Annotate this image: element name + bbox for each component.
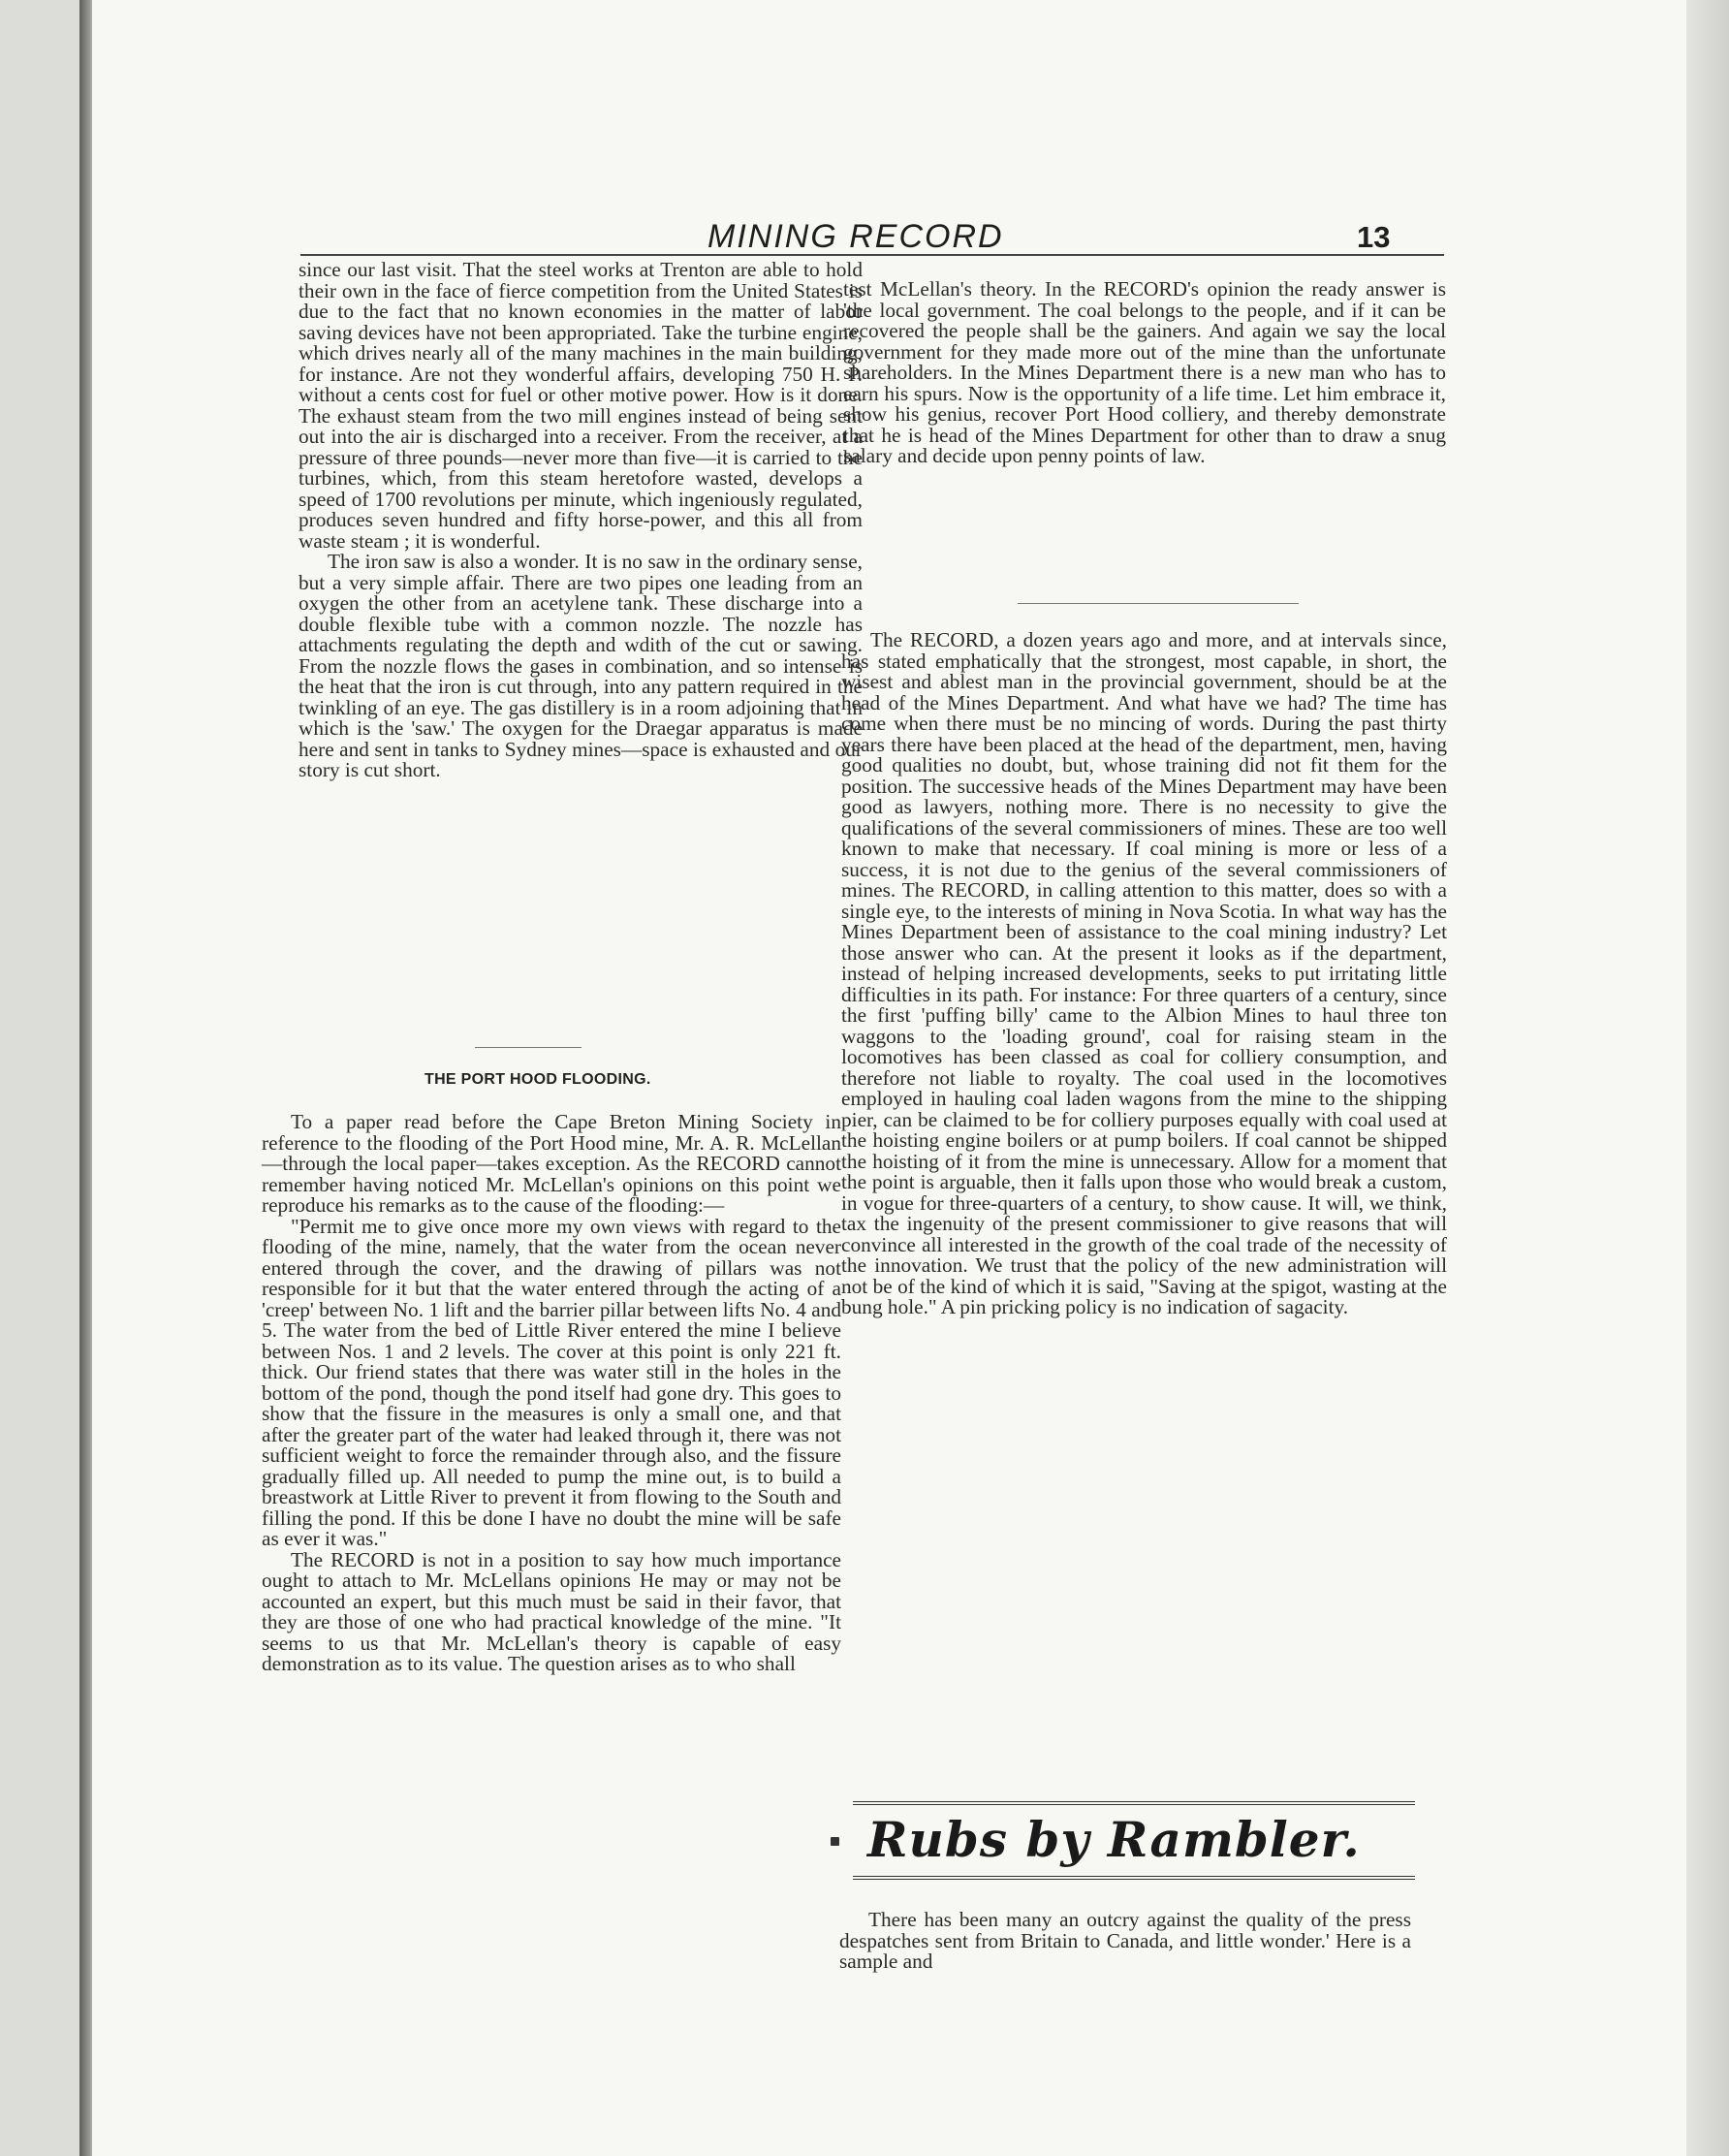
paragraph-iron-saw: The iron saw is also a wonder. It is no saw in the ordinary sense, but a very simple affair. There are two pipes one leading from an oxygen the other from an acetylene tank. These discharge into a double flexible tube with a common nozzle. The nozzle has attachments regulating the depth and wdith of the cut or sawing. From the nozzle flows the gases in combination, and so intense is the heat that the iron is cut through, into any pattern required in the twinkling of an eye. The gas distillery is in a room adjoining that in which is the 'saw.' The oxygen for the Draegar apparatus is made here and sent in tanks to Sydney mines—space is exhausted and our story is cut short.	[299, 550, 863, 781]
rubs-top-rule	[853, 1801, 1415, 1805]
page-number: 13	[1357, 220, 1391, 254]
paragraph-port-hood-intro: To a paper read before the Cape Breton Mining Society in reference to the flooding of the Port Hood mine, Mr. A. R. McLellan—through the local paper—takes exception. As the RECORD cannot remember having noticed Mr. McLellan's opinions on this point we reproduce his remarks as to the cause of the flooding:—	[262, 1110, 841, 1217]
column-2-mines-department	[841, 630, 1447, 1318]
paragraph-steel-works: since our last visit. That the steel works at Trenton are able to hold their own in the face of fierce competition from the United States is due to the fact that no known economies in the matter of labor saving devices have not been appropriated. Take the turbine engine, which drives nearly all of the many machines in the main building, for instance. Are not they wonderful affairs, developing 750 H. P. without a cents cost for fuel or other motive power. How is it done. The exhaust steam from the two mill engines instead of being sent out into the air is discharged into a receiver. From the receiver, at a pressure of three pounds—never more than five—it is carried to the turbines, which, from this steam heretofore wasted, develops a speed of 1700 revolutions per minute, which ingeniously regulated, produces seven hundred and fifty horse-power, and this all from waste steam ; it is wonderful.	[299, 258, 863, 553]
header-rule	[300, 254, 1444, 256]
column-2-test-theory	[843, 279, 1446, 467]
paragraph-mines-department: The RECORD, a dozen years ago and more, and at intervals since, has stated emphatically that the strongest, most capable, in short, the wisest and ablest man in the provincial government, should be at the head of the Mines Department. And what have we had? The time has come when there must be no mincing of words. During the past thirty years there have been placed at the head of the department, men, having good qualities no doubt, but, whose training did not fit them for the position. The successive heads of the Mines Department may have been good as lawyers, nothing more. There is no necessity to give the qualifications of the several commissioners of mines. These are too well known to make that necessary. If coal mining is more or less of a success, it is not due to the genius of the several commissioners of mines. The RECORD, in calling attention to this matter, does so with a single eye, to the interests of mining in Nova Scotia. In what way has the Mines Department been of assistance to the coal mining industry? Let those answer who can. At the present it looks as if the department, instead of helping increased developments, seeks to put irritating little difficulties in its path. For instance: For three quarters of a century, since the first 'puffing billy' came to the Albion Mines to haul three ton waggons to the 'loading ground', coal for raising steam in the locomotives has been classed as coal for colliery consumption, and therefore not liable to royalty. The coal used in the locomotives employed in hauling coal laden wagons from the mine to the shipping pier, can be claimed to be for colliery purposes equally with coal used at the hoisting engine boilers or at pump boilers. If coal cannot be shipped the hoisting of it from the mine is unnecessary. Allow for a moment that the point is arguable, then it falls upon those who would break a custom, in vogue for three-quarters of a century, to show cause. It will, we think, tax the ingenuity of the present commissioner to give reasons that will convince all interested in the growth of the coal trade of the necessity of the innovation. We trust that the policy of the new administration will not be of the kind of which it is said, "Saving at the spigot, wasting at the bung hole." A pin pricking policy is no indication of sagacity.	[841, 628, 1447, 1318]
section-divider	[475, 1047, 582, 1048]
paragraph-record-opinion: The RECORD is not in a position to say how much importance ought to attach to Mr. McLellans opinions He may or may not be accounted an expert, but this much must be said in their favor, that they are those of one who had practical knowledge of the mine. "It seems to us that Mr. McLellan's theory is capable of easy demonstration as to its value. The question arises as to who shall	[262, 1547, 841, 1675]
publication-title: MINING RECORD	[707, 218, 1004, 255]
article-divider	[1018, 603, 1299, 604]
rubs-by-rambler-title: Rubs by Rambler.	[867, 1811, 1361, 1868]
section-heading-port-hood: THE PORT HOOD FLOODING.	[424, 1071, 651, 1088]
bullet-mark	[831, 1837, 839, 1846]
paragraph-rubs-intro: There has been many an outcry against the quality of the press despatches sent from Britain to Canada, and little wonder.' Here is a sample and	[839, 1908, 1411, 1973]
rubs-bottom-rule	[853, 1876, 1415, 1880]
column-1-steel-works	[299, 260, 863, 781]
paragraph-mclellan-quote: "Permit me to give once more my own views with regard to the flooding of the mine, namely, that the water from the ocean never entered through the cover, and the drawing of pillars was not responsible for it but that the water entered through the acting of a 'creep' between No. 1 lift and the barrier pillar between lifts No. 4 and 5. The water from the bed of Little River entered the mine I believe between Nos. 1 and 2 levels. The cover at this point is only 221 ft. thick. Our friend states that there was water still in the holes in the bottom of the pond, though the pond itself had gone dry. This goes to show that the fissure in the measures is only a small one, and that after the greater part of the water had leaked through it, there was not sufficient weight to force the remainder through also, and the fissure gradually filled up. All needed to pump the mine out, is to build a breastwork at Little River to prevent it from flowing to the South and filling the pond. If this be done I have no doubt the mine will be safe as ever it was."	[262, 1214, 841, 1550]
column-2-rubs	[839, 1910, 1411, 1973]
column-1-port-hood	[262, 1112, 841, 1675]
paragraph-test-theory: test McLellan's theory. In the RECORD's opinion the ready answer is 'the local government. The coal belongs to the people, and if it can be recovered the people shall be the gainers. And again we say the local government for they made more out of the mine than the unfortunate shareholders. In the Mines Department there is a new man who has to earn his spurs. Now is the opportunity of a life time. Let him embrace it, show his genius, recover Port Hood colliery, and thereby demonstrate that he is head of the Mines Department for other than to draw a snug salary and decide upon penny points of law.	[843, 277, 1446, 467]
page-header	[300, 218, 1444, 257]
page-right-edge	[1686, 0, 1729, 2156]
